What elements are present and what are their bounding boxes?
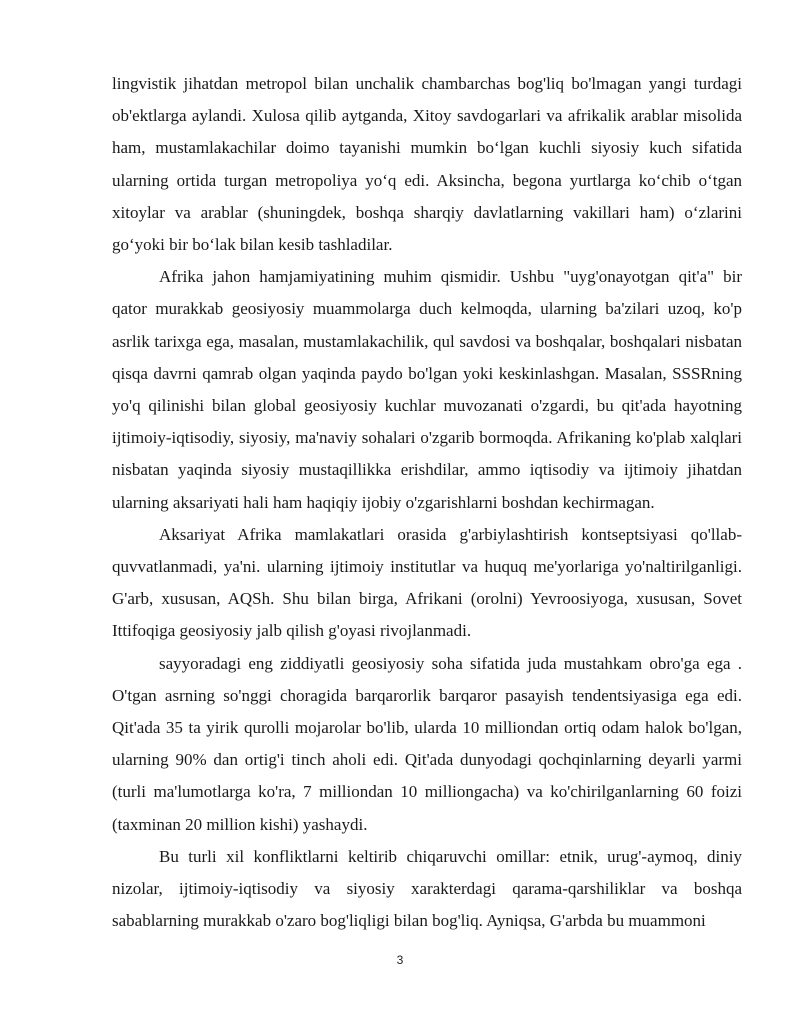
page-number: 3 xyxy=(396,953,404,967)
paragraph-africa-community: Afrika jahon hamjamiyatining muhim qismidir. Ushbu "uyg'onayotgan qit'a" bir qator murakkab geosiyosiy muammolarga duch kelmoqda, ularning ba'zilari uzoq, ko'p asrlik tarixga ega, masalan, mustamlakachilik, qul savdosi va boshqalar, boshqalari nisbatan qisqa davrni qamrab olgan yaqinda paydo bo'lgan yoki keskinlashgan. Masalan, SSSRning yo'q qilinishi bilan global geosiyosiy kuchlar muvozanati o'zgardi, bu qit'ada hayotning ijtimoiy-iqtisodiy, siyosiy, ma'naviy sohalari o'zgarib bormoqda. Afrikaning ko'plab xalqlari nisbatan yaqinda siyosiy mustaqillikka erishdilar, ammo iqtisodiy va ijtimoiy jihatdan ularning aksariyati hali ham haqiqiy ijobiy o'zgarishlarni boshdan kechirmagan. xyxy=(112,267,742,512)
document-body xyxy=(112,68,742,937)
paragraph-westernization: Aksariyat Afrika mamlakatlari orasida g'arbiylashtirish kontseptsiyasi qo'llab-quvvatlanmadi, ya'ni. ularning ijtimoiy institutlar va huquq me'yorlariga yo'naltirilganligi. G'arb, xususan, AQSh. Shu bilan birga, Afrikani (orolni) Yevroosiyoga, xususan, Sovet Ittifoqiga geosiyosiy jalb qilish g'oyasi rivojlanmadi. xyxy=(112,524,742,641)
paragraph-conflict-factors: Bu turli xil konfliktlarni keltirib chiqaruvchi omillar: etnik, urug'-aymoq, diniy nizolar, ijtimoiy-iqtisodiy va siyosiy xarakterdagi qarama-qarshiliklar va boshqa sabablarning murakkab o'zaro bog'liqligi bilan bog'liq. Ayniqsa, G'arbda bu muammoni xyxy=(112,846,742,931)
paragraph-conflicts: sayyoradagi eng ziddiyatli geosiyosiy soha sifatida juda mustahkam obro'ga ega . O'tgan asrning so'nggi choragida barqarorlik barqaror pasayish tendentsiyasiga ega edi. Qit'ada 35 ta yirik qurolli mojarolar bo'lib, ularda 10 milliondan ortiq odam halok bo'lgan, ularning 90% dan ortig'i tinch aholi edi. Qit'ada dunyodagi qochqinlarning deyarli yarmi (turli ma'lumotlarga ko'ra, 7 milliondan 10 milliongacha) va ko'chirilganlarning 60 foizi (taxminan 20 million kishi) yashaydi. xyxy=(112,653,742,834)
paragraph-continuation: lingvistik jihatdan metropol bilan unchalik chambarchas bog'liq bo'lmagan yangi turdagi ob'ektlarga aylandi. Xulosa qilib aytganda, Xitoy savdogarlari va afrikalik arablar misolida ham, mustamlakachilar doimo tayanishi mumkin bo‘lgan kuchli siyosiy kuch sifatida ularning ortida turgan metropoliya yo‘q edi. Aksincha, begona yurtlarga ko‘chib o‘tgan xitoylar va arablar (shuningdek, boshqa sharqiy davlatlarning vakillari ham) o‘zlarini go‘yoki bir bo‘lak bilan kesib tashladilar. xyxy=(112,74,742,255)
